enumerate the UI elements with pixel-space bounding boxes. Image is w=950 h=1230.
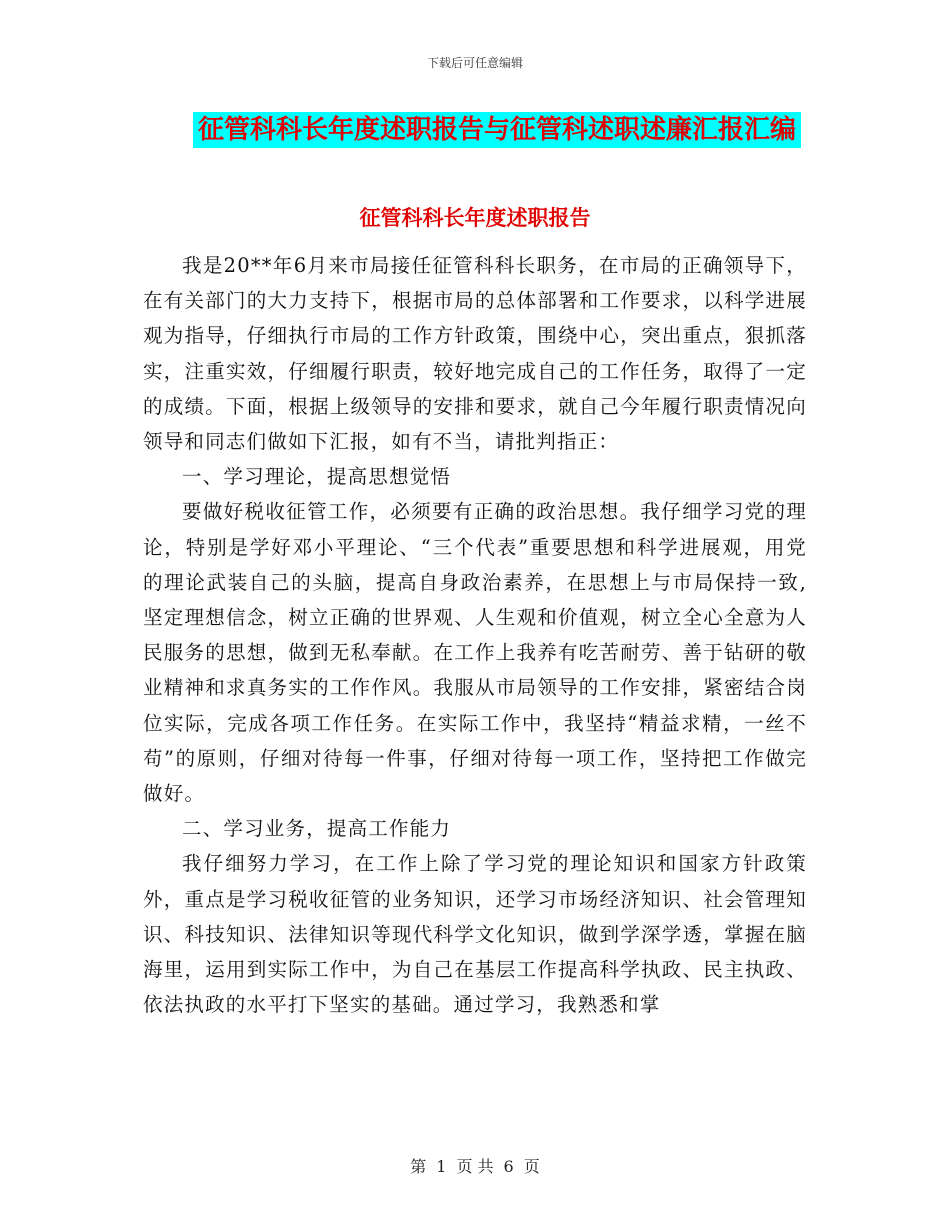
footer-suffix: 页 (523, 1157, 540, 1176)
page-total: 6 (503, 1157, 514, 1176)
document-title: 征管科科长年度述职报告与征管科述职述廉汇报汇编 (193, 112, 801, 148)
section-title: 征管科科长年度述职报告 (359, 205, 591, 230)
page-number: 1 (436, 1157, 447, 1176)
section-heading: 二、学习业务，提高工作能力 (182, 817, 452, 841)
header-note: 下载后可任意编辑 (426, 56, 523, 70)
paragraph: 我仔细努力学习，在工作上除了学习党的理论知识和国家方针政策外，重点是学习税收征管的业务知识，还学习市场经济知识、社会管理知识、科技知识、法律知识等现代科学文化知识，做到学深学透，掌握在脑海里，运用到实际工作中，为自己在基层工作提高科学执政、民主执政、依法执政的水平打下坚实的基础。通过学习，我熟悉和掌 (143, 852, 807, 1017)
paragraph: 我是20**年6月来市局接任征管科科长职务，在市局的正确领导下，在有关部门的大力支持下，根据市局的总体部署和工作要求，以科学进展观为指导，仔细执行市局的工作方针政策，围绕中心，突出重点，狠抓落实，注重实效，仔细履行职责，较好地完成自己的工作任务，取得了一定的成绩。下面，根据上级领导的安排和要求，就自己今年履行职责情况向领导和同志们做如下汇报，如有不当，请批判指正： (143, 254, 807, 454)
section-heading: 一、学习理论，提高思想觉悟 (182, 465, 452, 489)
paragraph: 要做好税收征管工作，必须要有正确的政治思想。我仔细学习党的理论，特别是学好邓小平理论、“三个代表”重要思想和科学进展观，用党的理论武装自己的头脑，提高自身政治素养，在思想上与市局保持一致,坚定理想信念，树立正确的世界观、人生观和价值观，树立全心全意为人民服务的思想，做到无私奉献。在工作上我养有吃苦耐劳、善于钻研的敬业精神和求真务实的工作作风。我服从市局领导的工作安排，紧密结合岗位实际，完成各项工作任务。在实际工作中，我坚持“精益求精，一丝不苟”的原则，仔细对待每一件事，仔细对待每一项工作，坚持把工作做完做好。 (143, 500, 807, 806)
footer-prefix: 第 (410, 1157, 427, 1176)
footer-middle: 页 共 (456, 1157, 494, 1176)
document-body (143, 248, 807, 1022)
page-footer (0, 1154, 950, 1177)
